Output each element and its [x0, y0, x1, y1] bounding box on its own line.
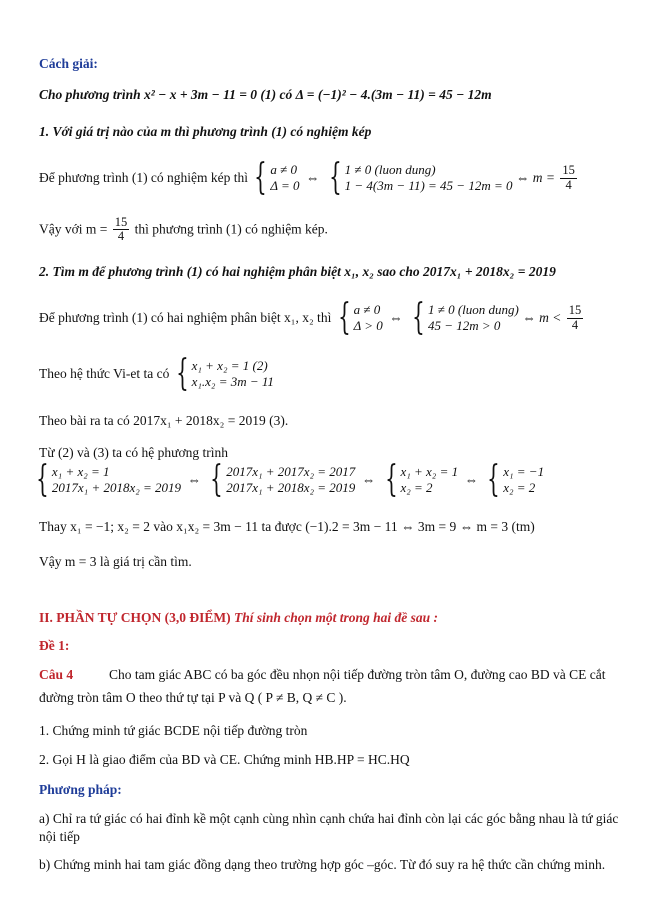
big-system-3: { x₁ + x₂ = 1 x₂ = 2	[384, 459, 459, 500]
method-a-line-1: a) Chỉ ra tứ giác có hai đỉnh kề một cạnh cùng nhìn cạnh chứa hai đỉnh còn lại các góc bằng nhau là tứ giác	[39, 811, 619, 826]
q2-condition: Để phương trình (1) có hai nghiệm phân biệt x₁, x₂ thì { a ≠ 0 Δ > 0 ⇔ { 1 ≠ 0 (luon dung) 45 − 12m > 0 ⇔ m < $\frac{15}{4}$	[39, 297, 582, 338]
equation-line: Cho phương trình x² − x + 3m − 11 = 0 (1) có Δ = (−1)² − 4.(3m − 11) = 45 − 12m	[39, 87, 492, 102]
cau-4-text-2: đường tròn tâm O theo thứ tự tại P và Q ( P ≠ B, Q ≠ C ).	[39, 690, 347, 705]
vieta-line: Theo hệ thức Vi-et ta có { x₁ + x₂ = 1 (2) x₁.x₂ = 3m − 11	[39, 353, 274, 394]
q1-system-a: { a ≠ 0 Δ = 0	[254, 157, 300, 198]
cau-4-label: Câu 4	[39, 667, 74, 682]
question-2-heading: 2. Tìm m để phương trình (1) có hai nghiệm phân biệt x₁, x₂ sao cho 2017x₁ + 2018x₂ = 2019	[39, 264, 556, 279]
cau-4-text-1: Cho tam giác ABC có ba góc đều nhọn nội tiếp đường tròn tâm O, đường cao BD và CE cắt	[109, 667, 606, 682]
q2-result-fraction: $\frac{15}{4}$	[568, 303, 582, 332]
big-system-1: { x₁ + x₂ = 1 2017x₁ + 2018x₂ = 2019	[36, 459, 182, 500]
substitute-line: Thay x₁ = −1; x₂ = 2 vào x₁x₂ = 3m − 11 ta được (−1).2 = 3m − 11 ⇔ 3m = 9 ⇔ m = 3 (tm)	[39, 519, 535, 534]
given-line: Theo bài ra ta có 2017x₁ + 2018x₂ = 2019 (3).	[39, 413, 289, 428]
q1-system-b: { 1 ≠ 0 (luon dung) 1 − 4(3m − 11) = 45 − 12m = 0	[328, 157, 513, 198]
item-2: 2. Gọi H là giao điểm của BD và CE. Chứng minh HB.HP = HC.HQ	[39, 752, 410, 767]
part-2-heading	[39, 610, 438, 626]
part-2-instruction: Thí sinh chọn một trong hai đề sau :	[230, 610, 439, 625]
q2-system-a: { a ≠ 0 Δ > 0	[337, 297, 383, 338]
question-1-heading: 1. Với giá trị nào của m thì phương trình (1) có nghiệm kép	[39, 124, 372, 139]
q1-condition: Để phương trình (1) có nghiệm kép thì { a ≠ 0 Δ = 0 ⇔ { 1 ≠ 0 (luon dung) 1 − 4(3m − 11) = 45 − 12m = 0 ⇔ m = $\frac{15}{4}$	[39, 157, 575, 198]
q1-sys-b-row1: 1 ≠ 0 (luon dung)	[344, 161, 436, 177]
system-chain: { x₁ + x₂ = 1 2017x₁ + 2018x₂ = 2019 ⇔ { 2017x₁ + 2017x₂ = 2017 2017x₁ + 2018x₂ = 2019 ⇔ { x₁ + x₂ = 1 x₂ = 2 ⇔ { x₁ = −1 x₂ = 2	[33, 462, 544, 498]
final-answer-line: Vậy m = 3 là giá trị cần tìm.	[39, 554, 192, 569]
q1-result-prefix: ⇔ m =	[515, 169, 555, 185]
de-1-label: Đề 1:	[39, 638, 70, 653]
solution-heading: Cách giải:	[39, 56, 98, 71]
from-2-3-line: Từ (2) và (3) ta có hệ phương trình	[39, 445, 228, 460]
q1-sys-b-row2: 1 − 4(3m − 11) = 45 − 12m = 0	[344, 178, 513, 193]
part-2-title: II. PHẦN TỰ CHỌN (3,0 ĐIỂM)	[39, 610, 231, 625]
method-a-line-2: nội tiếp	[39, 829, 80, 844]
q1-condition-text: Để phương trình (1) có nghiệm kép thì	[39, 169, 249, 185]
item-1: 1. Chứng minh tứ giác BCDE nội tiếp đường tròn	[39, 723, 308, 738]
big-system-4: { x₁ = −1 x₂ = 2	[487, 459, 545, 500]
q1-result-fraction: $\frac{15}{4}$	[562, 163, 575, 192]
q1-conclusion-fraction: $\frac{15}{4}$	[114, 215, 128, 244]
big-system-2: { 2017x₁ + 2017x₂ = 2017 2017x₁ + 2018x₂ = 2019	[210, 459, 356, 500]
cau-4-line	[39, 667, 605, 683]
vieta-system: { x₁ + x₂ = 1 (2) x₁.x₂ = 3m − 11	[175, 353, 274, 394]
method-heading: Phương pháp:	[39, 782, 122, 797]
q2-system-b: { 1 ≠ 0 (luon dung) 45 − 12m > 0	[412, 297, 519, 338]
q1-sys-a-row2: Δ = 0	[270, 178, 300, 193]
method-b: b) Chứng minh hai tam giác đồng dạng theo trường hợp góc –góc. Từ đó suy ra hệ thức cần chứng minh.	[39, 857, 606, 872]
q1-sys-a-row1: a ≠ 0	[270, 161, 297, 177]
q1-conclusion: Vậy với m = $\frac{15}{4}$ thì phương trình (1) có nghiệm kép.	[39, 215, 328, 244]
